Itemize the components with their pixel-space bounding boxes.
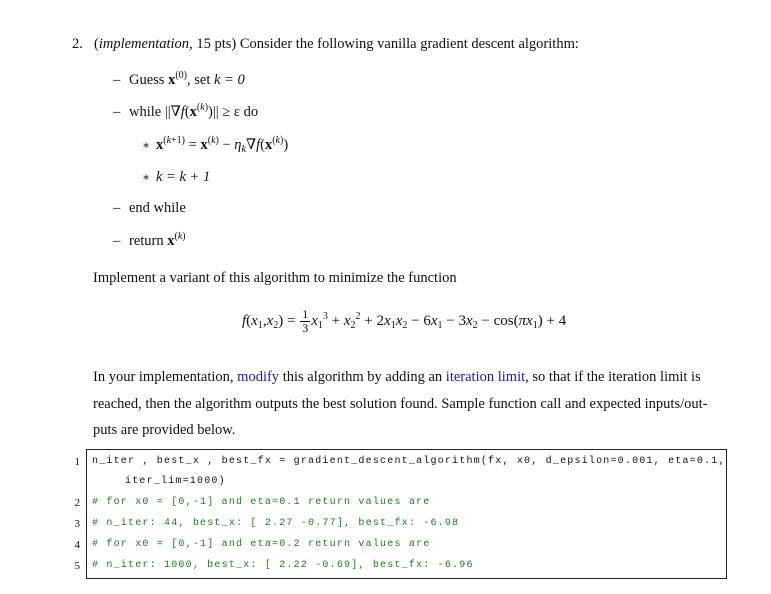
algo-step-end-while: – end while xyxy=(113,200,186,216)
dash-bullet: – xyxy=(113,104,121,120)
code-line-comment: # for x0 = [0,-1] and eta=0.1 return values are xyxy=(92,497,431,508)
algo-step-return: – return $x^{(k)}$ xyxy=(113,231,186,249)
code-line-comment: # for x0 = [0,-1] and eta=0.2 return values are xyxy=(92,539,431,550)
question-label: implementation xyxy=(98,36,190,52)
algo-step-k-increment: ∗ k = k + 1 xyxy=(142,169,211,185)
code-line-comment: # n_iter: 1000, best_x: [ 2.22 -0.69], best_fx: -6.96 xyxy=(92,560,474,571)
code-line-comment: # n_iter: 44, best_x: [ 2.27 -0.77], best_fx: -6.98 xyxy=(92,518,460,529)
code-line-number: 4 xyxy=(74,539,80,551)
iteration-limit-link[interactable]: iteration limit xyxy=(445,369,526,385)
dash-bullet: – xyxy=(113,233,121,249)
algo-step-guess: – Guess $x^{(0)}$, set k = 0 xyxy=(113,70,245,88)
fraction-one-third: $\frac{1}{3}$ xyxy=(302,307,309,335)
paragraph-instructions-line1: In your implementation, modify this algorithm by adding an iteration limit, so that if the iteration limit is xyxy=(93,369,701,385)
code-line-call-continuation: iter_lim=1000) xyxy=(125,476,226,487)
algo-step-update: ∗ $x^{(k+1)} = x^{(k)} - \eta_k\nabla f(x^{(k)})$ xyxy=(142,135,289,155)
paragraph-intro: Implement a variant of this algorithm to minimize the function xyxy=(93,270,457,286)
star-bullet: ∗ xyxy=(142,170,151,184)
paragraph-instructions-line3: puts are provided below. xyxy=(93,422,236,438)
dash-bullet: – xyxy=(113,72,121,88)
code-listing xyxy=(86,449,727,579)
paragraph-instructions-line2: reached, then the algorithm outputs the best solution found. Sample function call and expected inputs/out- xyxy=(93,396,708,412)
question-header: (implementation, 15 pts) Consider the following vanilla gradient descent algorithm: xyxy=(94,36,579,52)
modify-link[interactable]: modify xyxy=(237,369,280,385)
code-line-number: 2 xyxy=(74,497,80,509)
dash-bullet: – xyxy=(113,200,121,216)
question-points: , 15 pts) Consider the following vanilla gradient descent algorithm: xyxy=(189,36,579,52)
question-number: 2. xyxy=(72,36,83,52)
objective-function: $f(x_1,x_2)$ = $\frac{1}{3}$ $x_1^3 + x_2^2 + 2x_1x_2 - 6x_1 - 3x_2 - \cos(\pi x_1) + 4$ xyxy=(242,307,567,335)
code-line-call: n_iter , best_x , best_fx = gradient_descent_algorithm(fx, x0, d_epsilon=0.001, eta=0.1, xyxy=(92,456,726,467)
code-line-number: 5 xyxy=(74,560,80,572)
algo-step-while: – while $||\nabla f(x^{(k)})|| \ge \varepsilon$ do xyxy=(113,102,259,120)
code-line-number: 1 xyxy=(74,456,80,468)
code-line-number: 3 xyxy=(74,518,80,530)
star-bullet: ∗ xyxy=(142,138,151,152)
